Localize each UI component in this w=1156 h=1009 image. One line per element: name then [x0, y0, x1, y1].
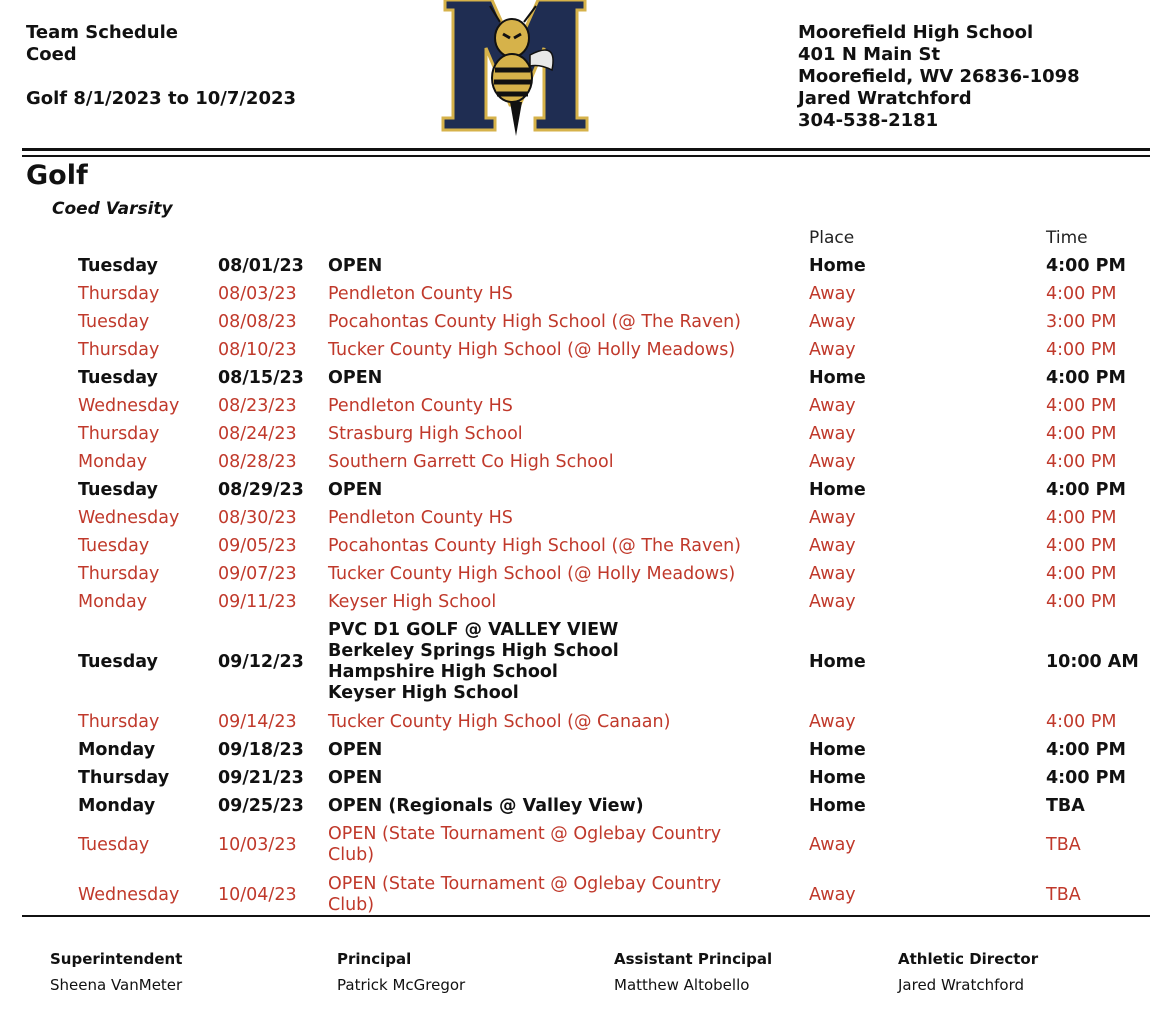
- row-time: 4:00 PM: [1046, 284, 1117, 304]
- schedule-row: [78, 448, 1156, 476]
- header-title: Team Schedule: [26, 22, 178, 43]
- row-time: TBA: [1046, 835, 1081, 855]
- row-place: Away: [809, 312, 856, 332]
- school-address-line1: 401 N Main St: [798, 44, 941, 65]
- row-time: 4:00 PM: [1046, 508, 1117, 528]
- row-time: 10:00 AM: [1046, 652, 1139, 672]
- row-opponent: [328, 532, 808, 560]
- header-date-range: Golf 8/1/2023 to 10/7/2023: [26, 88, 297, 109]
- column-header-place: Place: [809, 228, 855, 248]
- opponent-line: OPEN (Regionals @ Valley View): [328, 795, 644, 816]
- row-day: Thursday: [78, 340, 160, 360]
- row-opponent: [328, 476, 808, 504]
- opponent-line: OPEN (State Tournament @ Oglebay Country: [328, 824, 722, 844]
- row-time: 4:00 PM: [1046, 592, 1117, 612]
- row-place: Away: [809, 508, 856, 528]
- row-day: Thursday: [78, 284, 160, 304]
- opponent-line: Pendleton County HS: [328, 507, 513, 528]
- opponent-line: OPEN: [328, 479, 383, 500]
- row-date: 08/08/23: [218, 312, 297, 332]
- row-time: 4:00 PM: [1046, 740, 1126, 760]
- opponent-line: Tucker County High School (@ Holly Meadows): [328, 563, 736, 584]
- opponent-line: Club): [328, 895, 375, 915]
- footer-title: Athletic Director: [898, 950, 1039, 968]
- row-day: Monday: [78, 740, 156, 760]
- schedule-row: [78, 308, 1156, 336]
- row-place: Home: [809, 256, 866, 276]
- row-place: Away: [809, 536, 856, 556]
- row-opponent: [328, 764, 808, 792]
- row-date: 09/07/23: [218, 564, 297, 584]
- schedule-row: [78, 364, 1156, 392]
- school-address-line2: Moorefield, WV 26836-1098: [798, 66, 1080, 87]
- schedule-table: [78, 252, 1156, 920]
- opponent-line: Southern Garrett Co High School: [328, 451, 614, 472]
- opponent-line: Tucker County High School (@ Canaan): [328, 711, 671, 732]
- footer-title: Principal: [337, 950, 412, 968]
- row-place: Away: [809, 564, 856, 584]
- footer-principal: [337, 946, 465, 998]
- opponent-line: Pendleton County HS: [328, 283, 513, 304]
- row-time: 4:00 PM: [1046, 396, 1117, 416]
- schedule-row: [78, 252, 1156, 280]
- header-left: [26, 22, 296, 110]
- contact-name: Jared Wratchford: [798, 88, 972, 109]
- row-time: 4:00 PM: [1046, 424, 1117, 444]
- opponent-line: Keyser High School: [328, 591, 497, 612]
- footer-title: Superintendent: [50, 950, 183, 968]
- opponent-line: OPEN (State Tournament @ Oglebay Country: [328, 874, 722, 894]
- row-opponent: [328, 336, 808, 364]
- row-day: Monday: [78, 796, 156, 816]
- row-opponent: [328, 736, 808, 764]
- row-date: 09/14/23: [218, 712, 297, 732]
- row-date: 09/25/23: [218, 796, 304, 816]
- footer-name: Sheena VanMeter: [50, 976, 183, 994]
- opponent-line: Pendleton County HS: [328, 395, 513, 416]
- schedule-row: [78, 280, 1156, 308]
- row-date: 09/11/23: [218, 592, 297, 612]
- row-date: 08/30/23: [218, 508, 297, 528]
- row-time: TBA: [1046, 885, 1081, 905]
- opponent-line: Strasburg High School: [328, 423, 523, 444]
- row-opponent: [328, 252, 808, 280]
- row-date: 10/04/23: [218, 885, 297, 905]
- row-opponent: [328, 364, 808, 392]
- footer-superintendent: [50, 946, 182, 998]
- row-place: Away: [809, 835, 856, 855]
- row-opponent: [328, 708, 808, 736]
- header-subtitle: Coed: [26, 44, 77, 65]
- schedule-row: [78, 870, 1156, 920]
- row-place: Home: [809, 368, 866, 388]
- row-day: Monday: [78, 592, 148, 612]
- footer-divider: [22, 915, 1150, 917]
- row-time: TBA: [1046, 796, 1085, 816]
- row-place: Home: [809, 480, 866, 500]
- hornet-m-logo-icon: [440, 0, 590, 140]
- footer-name: Jared Wratchford: [898, 976, 1025, 994]
- row-day: Tuesday: [78, 368, 158, 388]
- row-place: Away: [809, 340, 856, 360]
- opponent-line: Tucker County High School (@ Holly Meadows): [328, 339, 736, 360]
- row-place: Away: [809, 885, 856, 905]
- opponent-line: OPEN: [328, 367, 383, 388]
- row-opponent: [328, 616, 808, 708]
- footer-title: Assistant Principal: [614, 950, 773, 968]
- row-time: 3:00 PM: [1046, 312, 1117, 332]
- schedule-row: [78, 736, 1156, 764]
- row-place: Home: [809, 796, 866, 816]
- row-opponent: [328, 392, 808, 420]
- row-opponent: [328, 308, 808, 336]
- row-time: 4:00 PM: [1046, 564, 1117, 584]
- row-place: Home: [809, 740, 866, 760]
- schedule-row: [78, 532, 1156, 560]
- row-time: 4:00 PM: [1046, 256, 1126, 276]
- header-right: [798, 22, 1080, 132]
- row-day: Tuesday: [78, 312, 150, 332]
- row-day: Tuesday: [78, 480, 158, 500]
- division-label: Coed Varsity: [52, 199, 173, 219]
- row-opponent: [328, 792, 808, 820]
- row-day: Tuesday: [78, 256, 158, 276]
- opponent-line: Pocahontas County High School (@ The Raven): [328, 535, 742, 556]
- footer-assistant-principal: [614, 946, 772, 998]
- schedule-row: [78, 616, 1156, 708]
- opponent-line: Berkeley Springs High School: [328, 641, 619, 661]
- opponent-line: Hampshire High School: [328, 662, 558, 682]
- row-day: Thursday: [78, 424, 160, 444]
- opponent-line: PVC D1 GOLF @ VALLEY VIEW: [328, 620, 619, 640]
- row-place: Away: [809, 592, 856, 612]
- row-time: 4:00 PM: [1046, 452, 1117, 472]
- row-place: Home: [809, 768, 866, 788]
- row-day: Tuesday: [78, 652, 158, 672]
- schedule-row: [78, 504, 1156, 532]
- row-place: Away: [809, 424, 856, 444]
- footer-athletic-director: [898, 946, 1038, 998]
- row-date: 08/10/23: [218, 340, 297, 360]
- schedule-row: [78, 820, 1156, 870]
- row-date: 08/23/23: [218, 396, 297, 416]
- row-place: Away: [809, 284, 856, 304]
- row-opponent: [328, 588, 808, 616]
- row-date: 08/28/23: [218, 452, 297, 472]
- row-date: 09/21/23: [218, 768, 304, 788]
- schedule-row: [78, 336, 1156, 364]
- schedule-row: [78, 560, 1156, 588]
- row-opponent: [328, 820, 808, 870]
- contact-phone: 304-538-2181: [798, 110, 939, 131]
- row-opponent: [328, 504, 808, 532]
- row-time: 4:00 PM: [1046, 340, 1117, 360]
- row-opponent: [328, 420, 808, 448]
- row-opponent: [328, 280, 808, 308]
- school-logo: [440, 0, 590, 140]
- header-divider: [22, 148, 1150, 151]
- row-time: 4:00 PM: [1046, 712, 1117, 732]
- row-opponent: [328, 870, 808, 920]
- row-place: Away: [809, 452, 856, 472]
- row-date: 08/01/23: [218, 256, 304, 276]
- row-opponent: [328, 560, 808, 588]
- footer-name: Matthew Altobello: [614, 976, 750, 994]
- row-day: Wednesday: [78, 885, 180, 905]
- row-date: 08/29/23: [218, 480, 304, 500]
- row-time: 4:00 PM: [1046, 368, 1126, 388]
- opponent-line: OPEN: [328, 255, 383, 276]
- row-place: Home: [809, 652, 866, 672]
- schedule-row: [78, 588, 1156, 616]
- schedule-row: [78, 764, 1156, 792]
- school-name: Moorefield High School: [798, 22, 1034, 43]
- row-date: 08/24/23: [218, 424, 297, 444]
- opponent-line: OPEN: [328, 767, 383, 788]
- row-date: 09/12/23: [218, 652, 304, 672]
- row-date: 08/15/23: [218, 368, 304, 388]
- schedule-row: [78, 392, 1156, 420]
- row-day: Thursday: [78, 564, 160, 584]
- row-date: 09/18/23: [218, 740, 304, 760]
- opponent-line: Pocahontas County High School (@ The Raven): [328, 311, 742, 332]
- opponent-line: Club): [328, 845, 375, 865]
- row-day: Thursday: [78, 712, 160, 732]
- row-date: 08/03/23: [218, 284, 297, 304]
- footer-name: Patrick McGregor: [337, 976, 466, 994]
- row-day: Thursday: [78, 768, 170, 788]
- opponent-line: Keyser High School: [328, 683, 519, 703]
- row-day: Wednesday: [78, 508, 180, 528]
- row-date: 09/05/23: [218, 536, 297, 556]
- schedule-row: [78, 476, 1156, 504]
- sport-title: Golf: [26, 160, 88, 191]
- row-place: Away: [809, 712, 856, 732]
- row-date: 10/03/23: [218, 835, 297, 855]
- row-day: Tuesday: [78, 536, 150, 556]
- row-day: Tuesday: [78, 835, 150, 855]
- row-opponent: [328, 448, 808, 476]
- opponent-line: OPEN: [328, 739, 383, 760]
- row-day: Monday: [78, 452, 148, 472]
- schedule-row: [78, 708, 1156, 736]
- row-time: 4:00 PM: [1046, 480, 1126, 500]
- row-place: Away: [809, 396, 856, 416]
- header-divider-thin: [22, 155, 1150, 157]
- row-time: 4:00 PM: [1046, 536, 1117, 556]
- row-day: Wednesday: [78, 396, 180, 416]
- schedule-row: [78, 792, 1156, 820]
- column-header-time: Time: [1046, 228, 1088, 248]
- row-time: 4:00 PM: [1046, 768, 1126, 788]
- schedule-row: [78, 420, 1156, 448]
